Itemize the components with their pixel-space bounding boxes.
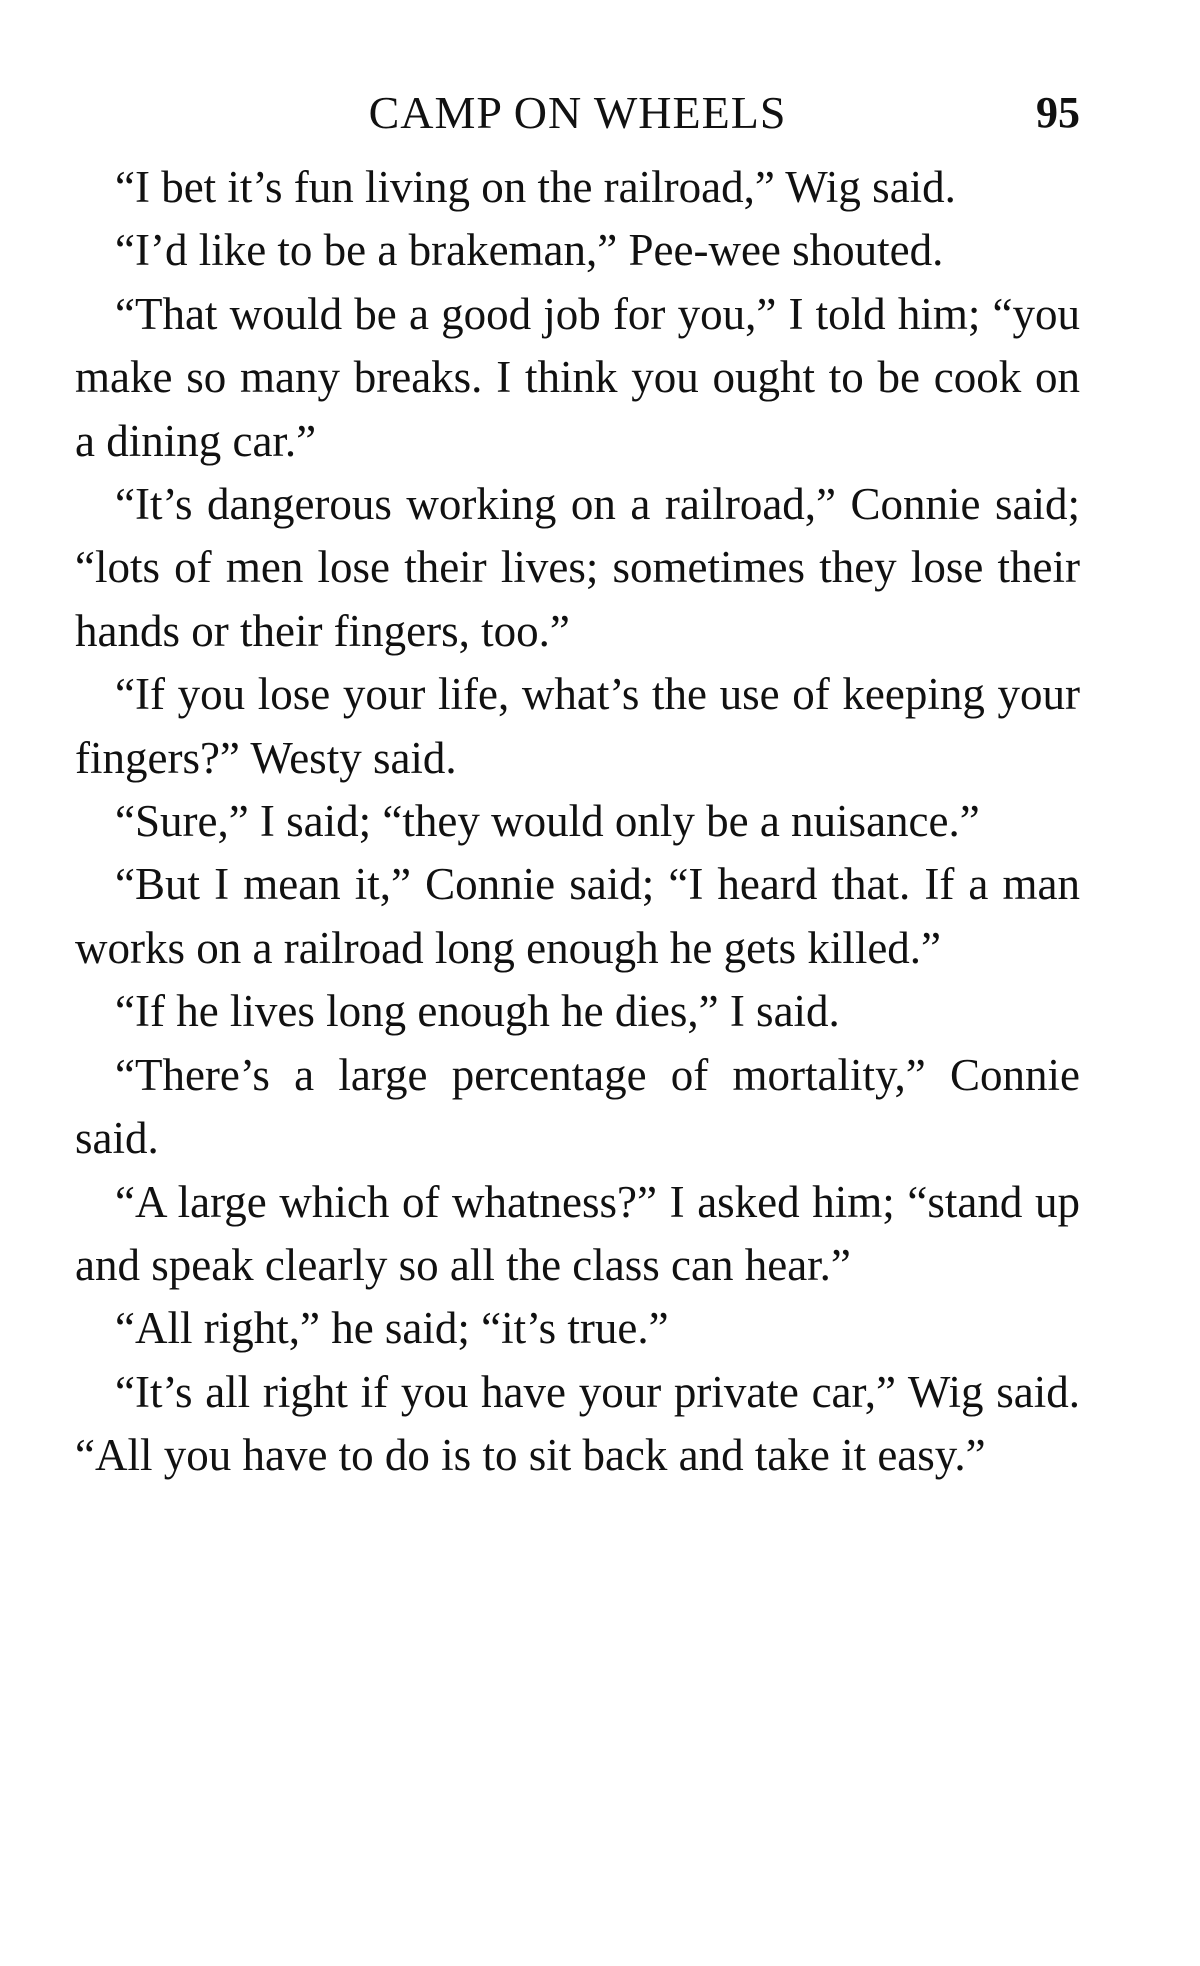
paragraph: “A large which of whatness?” I asked him; “stand up and speak clearly so all the class can hear.” (75, 1176, 1080, 1290)
paragraph: “It’s all right if you have your private car,” Wig said. “All you have to do is to sit back and take it easy.” (75, 1366, 1080, 1481)
book-page (75, 78, 1080, 1488)
body-text (75, 156, 1080, 1488)
paragraph: “I bet it’s fun living on the railroad,” Wig said. (115, 162, 956, 212)
paragraph: “All right,” he said; “it’s true.” (115, 1303, 669, 1354)
paragraph: “But I mean it,” Connie said; “I heard that. If a man works on a railroad long enough he gets killed.” (75, 859, 1080, 973)
paragraph: “That would be a good job for you,” I told him; “you make so many breaks. I think you ought to be cook on a dining car.” (75, 288, 1080, 466)
page-number: 95 (1036, 88, 1080, 137)
paragraph: “It’s dangerous working on a railroad,” Connie said; “lots of men lose their lives; sometimes they lose their hands or their fingers, too.” (75, 479, 1080, 656)
running-title: CAMP ON WHEELS (368, 87, 787, 138)
paragraph: “I’d like to be a brakeman,” Pee-wee shouted. (115, 225, 944, 276)
paragraph: “If he lives long enough he dies,” I said. (115, 986, 840, 1037)
paragraph: “If you lose your life, what’s the use of keeping your fingers?” Westy said. (75, 669, 1080, 783)
running-head (75, 78, 1080, 148)
paragraph: “There’s a large percentage of mortality,” Connie said. (75, 1049, 1080, 1164)
paragraph: “Sure,” I said; “they would only be a nuisance.” (115, 796, 980, 847)
